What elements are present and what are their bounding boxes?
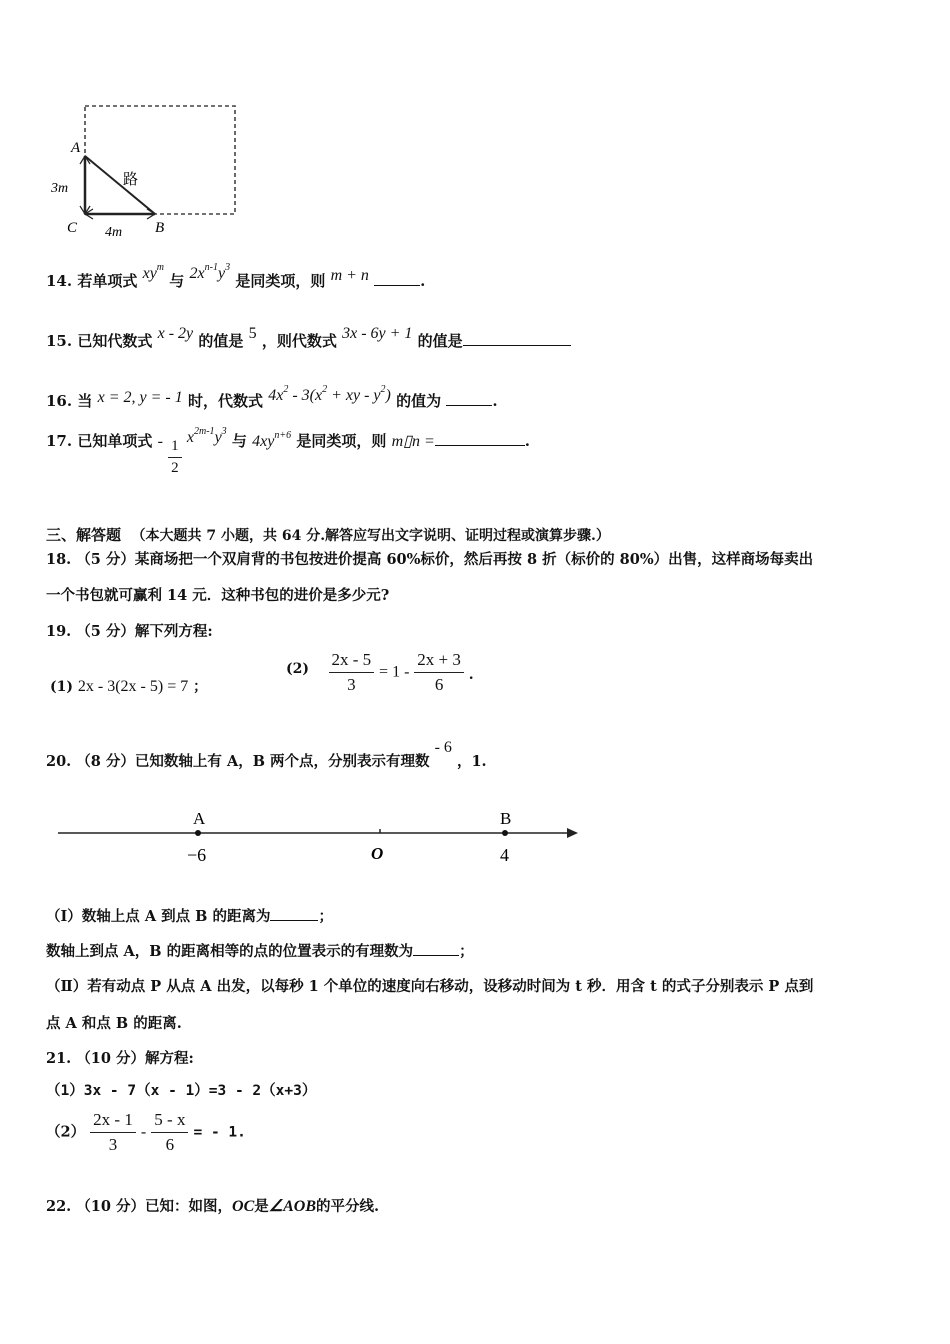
path-ab xyxy=(85,156,155,214)
axis-arrow xyxy=(567,828,578,838)
label-4m: 4m xyxy=(105,225,123,240)
question-15: 15. 已知代数式 x - 2y 的值是 5 ，则代数式 3x - 6y + 1 的值是 xyxy=(46,330,571,351)
question-21-part2: （2） $\frac{2x - 1}{3}$ - $\frac{5 - x}{6}$ = - 1. xyxy=(46,1110,246,1154)
question-21-part1: （1）3x - 7（x - 1）=3 - 2（x+3） xyxy=(46,1083,317,1099)
question-20-part2-line2: 点 A 和点 B 的距离. xyxy=(46,1015,182,1032)
answer-blank[interactable] xyxy=(463,331,571,346)
question-17: 17. 已知单项式 - $\frac{1}{2}$ $x^{2m-1}y^3$ 与 $4xy^{n+6}$ 是同类项，则 m▯n = . xyxy=(46,425,530,476)
label-3m: 3m xyxy=(51,181,69,196)
answer-blank[interactable] xyxy=(413,941,459,956)
question-22: 22. （10 分）已知：如图，OC是∠AOB的平分线. xyxy=(46,1198,380,1215)
point-a xyxy=(195,830,201,836)
question-20-part1b: 数轴上到点 A，B 的距离相等的点的位置表示的有理数为 ； xyxy=(46,943,474,960)
answer-blank[interactable] xyxy=(446,391,492,406)
answer-blank[interactable] xyxy=(374,271,420,286)
answer-blank[interactable] xyxy=(435,431,525,446)
section-3-heading: 三、解答题 （本大题共 7 小题，共 64 分.解答应写出文字说明、证明过程或演算步骤.） xyxy=(46,526,610,544)
number-line xyxy=(50,805,590,870)
question-14: 14. 若单项式 $xy^m$ 与 $2x^{n-1}y^3$ 是同类项，则 m + n . xyxy=(46,262,426,290)
answer-blank[interactable] xyxy=(270,906,318,921)
dashed-rectangle xyxy=(85,106,235,214)
question-20-part2: （Ⅱ）若有动点 P 从点 A 出发，以每秒 1 个单位的速度向右移动，设移动时间为 t 秒．用含 t 的式子分别表示 P 点到 xyxy=(46,978,814,995)
axis-label-b: B xyxy=(500,809,512,828)
triangle-road-figure xyxy=(45,100,245,245)
question-20-part1: （Ⅰ）数轴上点 A 到点 B 的距离为 ； xyxy=(46,908,333,925)
question-20: 20. （8 分）已知数轴上有 A，B 两个点，分别表示有理数 - 6 ，1. xyxy=(46,739,487,770)
point-b xyxy=(502,830,508,836)
question-19-part2: (2) $\frac{2x - 5}{3}$ = 1 - $\frac{2x + 3}{6}$ . xyxy=(286,650,474,694)
axis-label-a: A xyxy=(193,809,206,828)
label-b: B xyxy=(155,220,165,236)
question-21: 21. （10 分）解方程: xyxy=(46,1050,194,1067)
label-a: A xyxy=(71,140,81,156)
label-road: 路 xyxy=(123,172,139,188)
axis-num-a: −6 xyxy=(187,845,207,865)
axis-num-b: 4 xyxy=(500,845,509,865)
question-19: 19. （5 分）解下列方程: xyxy=(46,623,213,640)
question-18: 18. （5 分）某商场把一个双肩背的书包按进价提高 60%标价，然后再按 8 折（标价的 80%）出售，这样商场每卖出 xyxy=(46,551,814,568)
question-16: 16. 当 x = 2, y = - 1 时，代数式 $4x^2 - 3(x^2$ + xy - $y^2$) 的值为 . xyxy=(46,384,498,410)
question-18-line2: 一个书包就可赢利 14 元．这种书包的进价是多少元? xyxy=(46,587,390,604)
question-19-part1: (1) 2x - 3(2x - 5) = 7 ； xyxy=(50,678,208,695)
axis-num-o: O xyxy=(371,844,384,863)
label-c: C xyxy=(67,220,78,236)
